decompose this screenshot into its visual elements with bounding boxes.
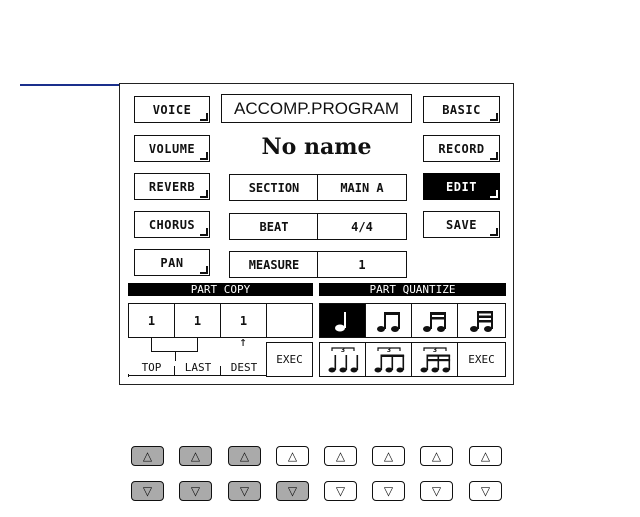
reverb-button[interactable]: REVERB (134, 173, 210, 200)
svg-text:3: 3 (432, 346, 437, 354)
quantize-eighth-triplet-button[interactable] (365, 342, 412, 377)
quantize-quarter-triplet-button[interactable] (319, 342, 366, 377)
up-arrow-button[interactable]: △ (131, 446, 164, 466)
part-copy-dest-value[interactable]: 1 (220, 303, 267, 338)
record-button[interactable]: RECORD (423, 135, 500, 162)
up-arrow-button[interactable]: △ (228, 446, 261, 466)
edit-button[interactable]: EDIT (423, 173, 500, 200)
part-copy-header: PART COPY (128, 283, 313, 296)
quantize-thirty-second-button[interactable] (457, 303, 506, 338)
down-arrow-button[interactable]: ▽ (179, 481, 212, 501)
part-quantize-header: PART QUANTIZE (319, 283, 506, 296)
part-quantize-exec-button[interactable]: EXEC (457, 342, 506, 377)
page-title: ACCOMP.PROGRAM (221, 94, 412, 123)
down-arrow-button[interactable]: ▽ (420, 481, 453, 501)
basic-button[interactable]: BASIC (423, 96, 500, 123)
part-copy-blank-cell (266, 303, 313, 338)
last-label[interactable]: LAST (184, 361, 212, 374)
volume-button[interactable]: VOLUME (134, 135, 210, 162)
down-arrow-button[interactable]: ▽ (372, 481, 405, 501)
beat-label: BEAT (229, 213, 319, 240)
part-copy-exec-button[interactable]: EXEC (266, 342, 313, 377)
quarter-triplet-icon (326, 345, 360, 375)
up-arrow-button[interactable]: △ (372, 446, 405, 466)
quantize-sixteenth-button[interactable] (411, 303, 458, 338)
up-arrow-button[interactable]: △ (469, 446, 502, 466)
section-label: SECTION (229, 174, 319, 201)
quantize-sixteenth-triplet-button[interactable] (411, 342, 458, 377)
bracket-line (197, 338, 198, 352)
quantize-eighth-button[interactable] (365, 303, 412, 338)
svg-text:3: 3 (386, 346, 391, 354)
up-arrow-button[interactable]: △ (324, 446, 357, 466)
thirty-second-notes-icon (469, 309, 495, 333)
down-arrow-button[interactable]: ▽ (324, 481, 357, 501)
down-arrow-button[interactable]: ▽ (276, 481, 309, 501)
voice-button[interactable]: VOICE (134, 96, 210, 123)
down-arrow-button[interactable]: ▽ (469, 481, 502, 501)
sixteenth-triplet-icon (418, 345, 452, 375)
down-arrow-button[interactable]: ▽ (228, 481, 261, 501)
up-arrow-button[interactable]: △ (276, 446, 309, 466)
top-label[interactable]: TOP (141, 361, 162, 374)
bracket-line (151, 338, 152, 352)
song-name: No name (261, 134, 372, 160)
quarter-note-icon (332, 309, 354, 333)
lcd-screen (119, 83, 514, 385)
eighth-notes-icon (376, 309, 402, 333)
part-copy-top-value[interactable]: 1 (128, 303, 175, 338)
eighth-triplet-icon (372, 345, 406, 375)
up-arrow-button[interactable]: △ (420, 446, 453, 466)
chorus-button[interactable]: CHORUS (134, 211, 210, 238)
part-copy-last-value[interactable]: 1 (174, 303, 221, 338)
svg-text:3: 3 (340, 346, 345, 354)
bracket-line (175, 351, 176, 361)
quantize-quarter-button[interactable] (319, 303, 366, 338)
label-baseline (128, 375, 267, 376)
up-arrow-button[interactable]: △ (179, 446, 212, 466)
section-value[interactable]: MAIN A (317, 174, 407, 201)
dest-label[interactable]: DEST (230, 361, 258, 374)
measure-label: MEASURE (229, 251, 319, 278)
save-button[interactable]: SAVE (423, 211, 500, 238)
pan-button[interactable]: PAN (134, 249, 210, 276)
sixteenth-notes-icon (422, 309, 448, 333)
arrow-up-icon: ↑ (239, 335, 247, 350)
down-arrow-button[interactable]: ▽ (131, 481, 164, 501)
measure-value[interactable]: 1 (317, 251, 407, 278)
beat-value[interactable]: 4/4 (317, 213, 407, 240)
